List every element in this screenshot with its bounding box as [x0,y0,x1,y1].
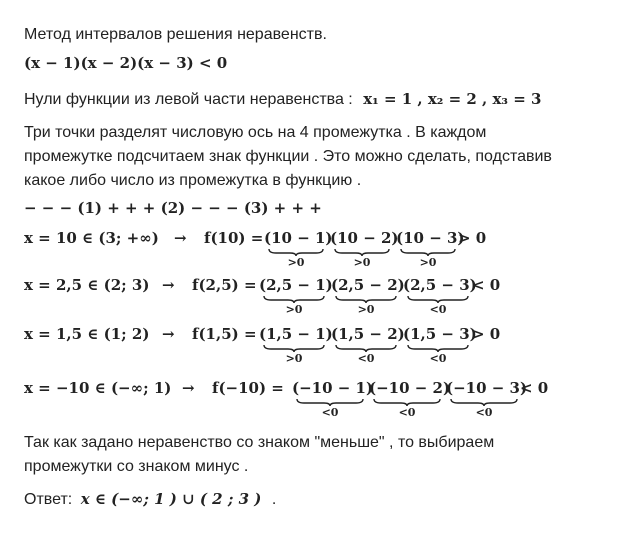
row-1-factor-3: (10 − 3) [396,229,465,247]
inequality: (x − 1)(x − 2)(x − 3) < 0 [24,54,228,72]
row-2-lhs: x = 2,5 ∈ (2; 3) [24,276,150,294]
row-2-sign-1: >0 [285,303,303,316]
row-2-sign-3: <0 [429,303,447,316]
row-3-factor-2: (1,5 − 2) [331,325,405,343]
row-1-sign-1: >0 [287,256,305,269]
row-4-sign-3: <0 [475,406,493,419]
row-1-fx: f(10) = [204,229,264,247]
row-2-factor-1: (2,5 − 1) [259,276,333,294]
row-4-fx: f(−10) = [212,379,284,397]
paragraph-line-3: какое либо число из промежутка в функцию . [24,172,362,189]
row-2-result: < 0 [472,276,501,294]
row-4-arrow: → [182,379,195,397]
answer-label: Ответ: [24,491,73,508]
row-3-brace-2 [335,344,397,352]
row-3-factor-1: (1,5 − 1) [259,325,333,343]
row-1-arrow: → [174,229,187,247]
signs-line: − − − (1) + + + (2) − − − (3) + + + [24,199,322,217]
row-3-arrow: → [162,325,175,343]
row-2-fx: f(2,5) = [192,276,257,294]
row-1-sign-2: >0 [353,256,371,269]
row-1-brace-1 [268,248,324,256]
row-3-sign-2: <0 [357,352,375,365]
row-4-lhs: x = −10 ∈ (−∞; 1) [24,379,172,397]
row-4-factor-2: (−10 − 2) [369,379,451,397]
row-4-brace-2 [373,398,441,406]
row-4-sign-2: <0 [398,406,416,419]
zeros-line [24,88,541,111]
row-2-factor-2: (2,5 − 2) [331,276,405,294]
row-3-brace-3 [407,344,469,352]
row-4-brace-1 [296,398,364,406]
zeros-text: Нули функции из левой части неравенства : [24,91,353,108]
row-2-arrow: → [162,276,175,294]
conclusion-line-1: Так как задано неравенство со знаком "меньше" , то выбираем [24,434,495,451]
row-3-lhs: x = 1,5 ∈ (1; 2) [24,325,150,343]
row-4-sign-1: <0 [321,406,339,419]
row-3-fx: f(1,5) = [192,325,257,343]
row-4-brace-3 [450,398,518,406]
row-1-factor-1: (10 − 1) [264,229,333,247]
answer-tail: . [271,491,277,508]
row-4-result: < 0 [520,379,549,397]
answer-value: x ∈ (−∞; 1 ) ∪ ( 2 ; 3 ) [80,490,262,508]
answer-line [24,488,276,511]
row-3-sign-3: <0 [429,352,447,365]
paragraph-line-2: промежутке подсчитаем знак функции . Это можно сделать, подставив [24,148,552,165]
row-2-sign-2: >0 [357,303,375,316]
row-4-factor-1: (−10 − 1) [292,379,374,397]
row-1-sign-3: >0 [419,256,437,269]
row-3-sign-1: >0 [285,352,303,365]
row-2-brace-2 [335,295,397,303]
zeros-values: x₁ = 1 , x₂ = 2 , x₃ = 3 [363,90,542,108]
row-2-brace-3 [407,295,469,303]
row-1-result: > 0 [458,229,487,247]
row-1-brace-2 [334,248,390,256]
page-title: Метод интервалов решения неравенств. [24,26,327,43]
row-1-lhs: x = 10 ∈ (3; +∞) [24,229,159,247]
row-2-brace-1 [263,295,325,303]
paragraph-line-1: Три точки разделят числовую ось на 4 промежутка . В каждом [24,124,487,141]
conclusion-line-2: промежутки со знаком минус . [24,458,249,475]
row-1-factor-2: (10 − 2) [330,229,399,247]
row-2-factor-3: (2,5 − 3) [403,276,477,294]
row-1-brace-3 [400,248,456,256]
row-3-brace-1 [263,344,325,352]
row-3-result: > 0 [472,325,501,343]
row-3-factor-3: (1,5 − 3) [403,325,477,343]
row-4-factor-3: (−10 − 3) [446,379,528,397]
